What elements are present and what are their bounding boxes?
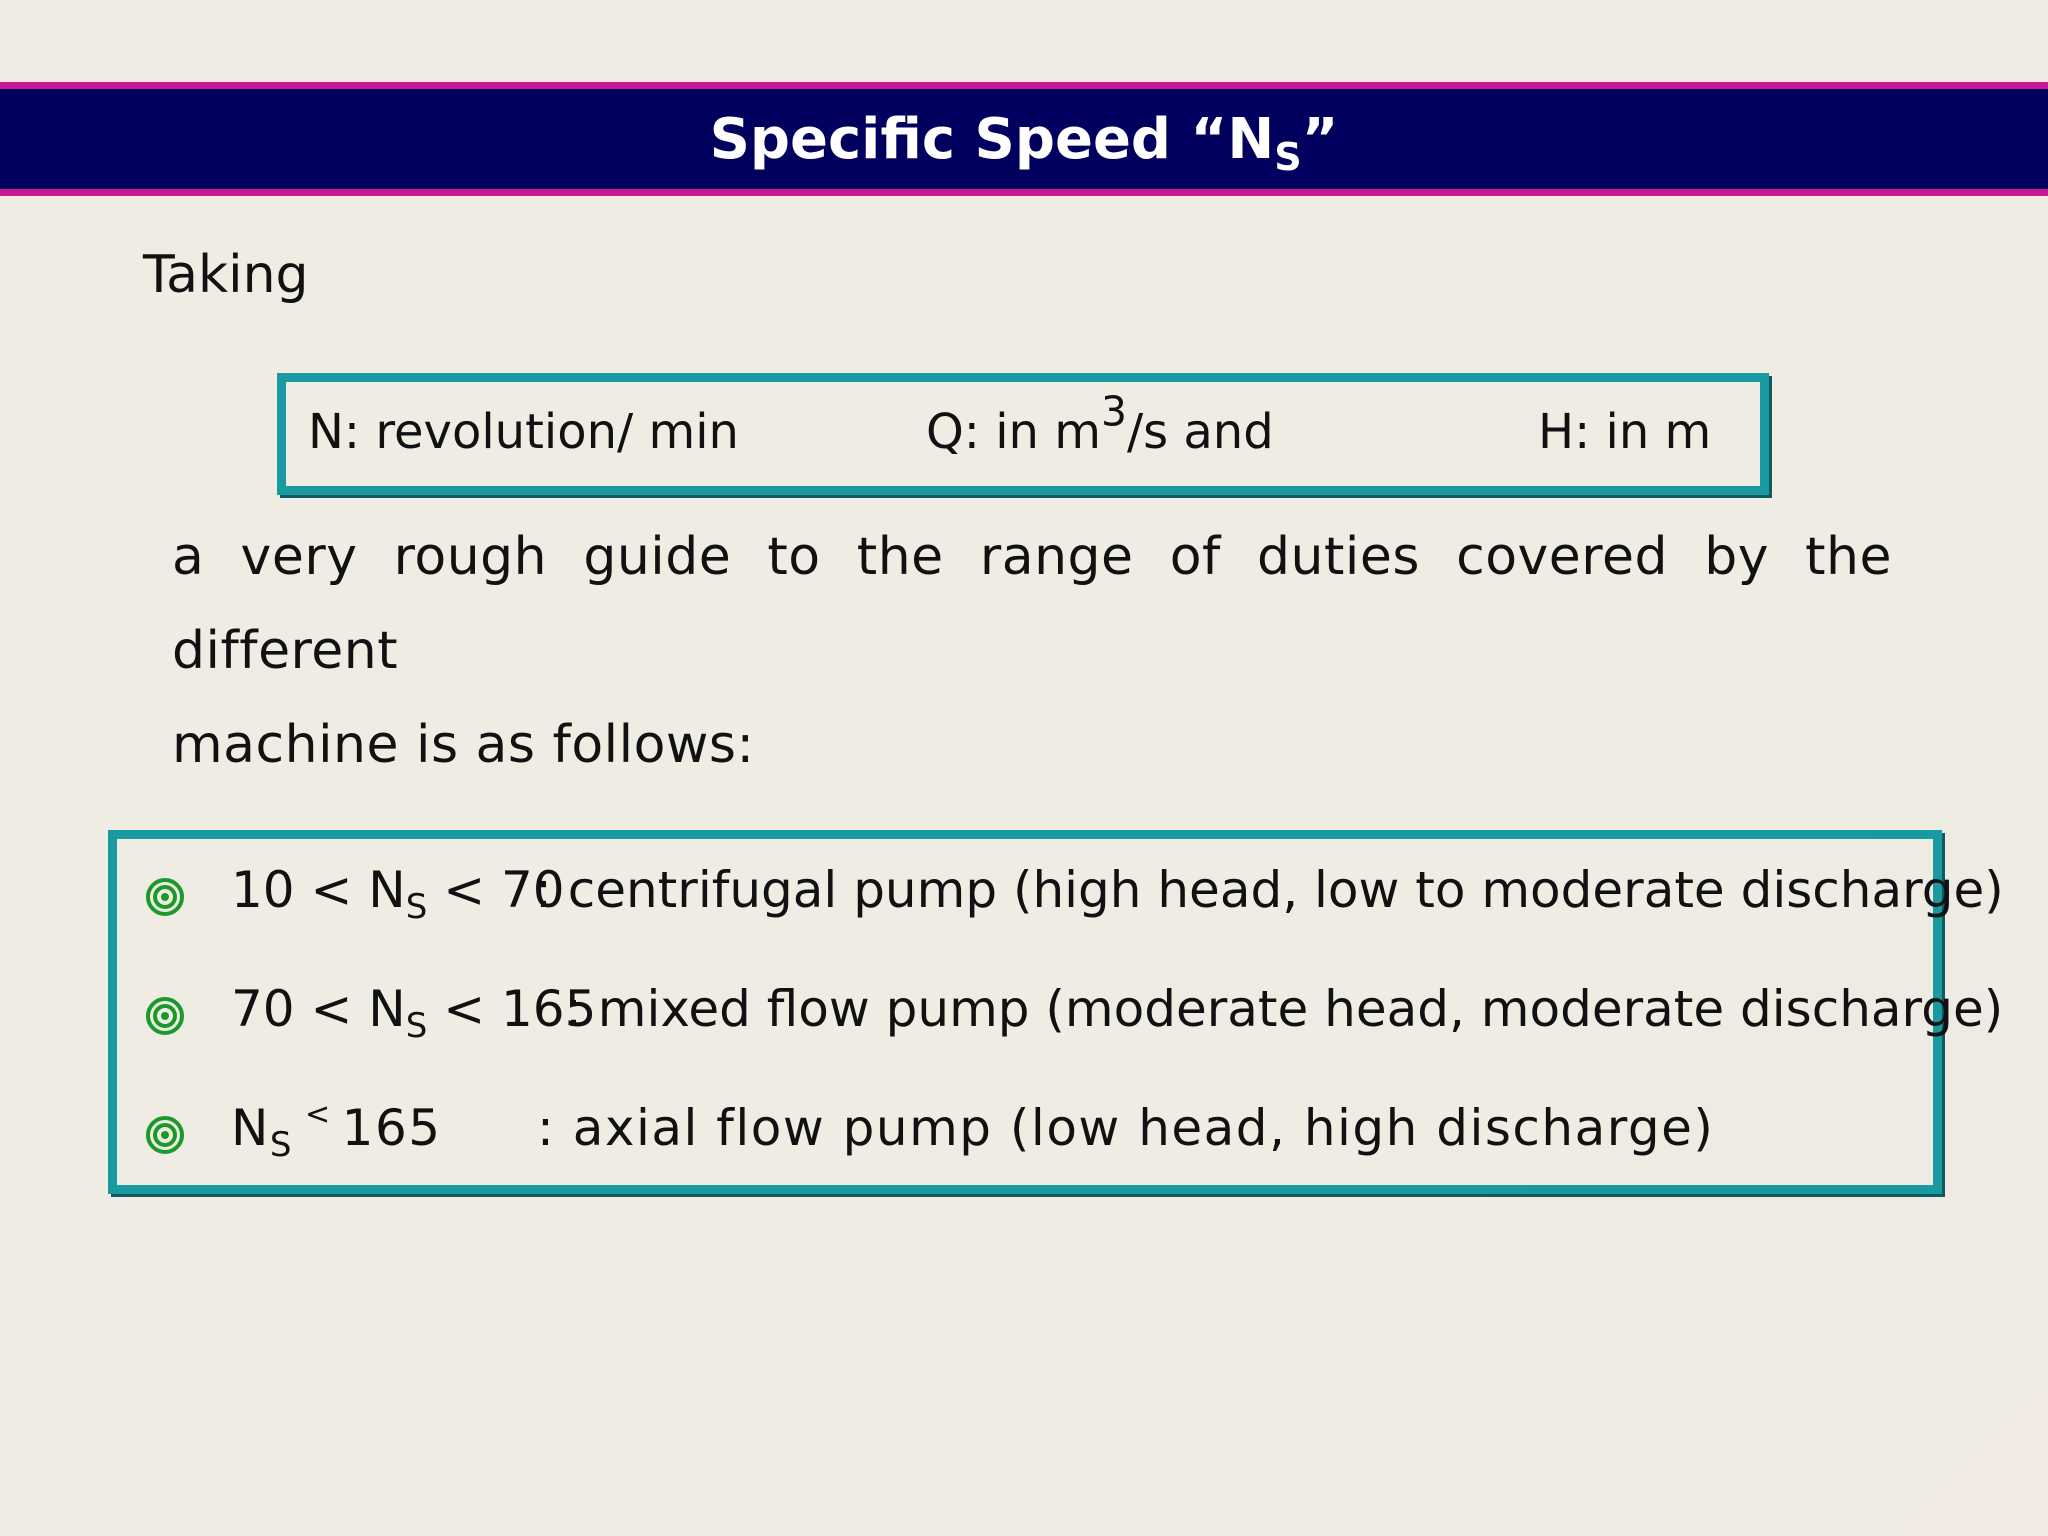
range-condition-suffix: 165 [341, 1099, 442, 1157]
unit-n: N: revolution/ min [308, 404, 739, 460]
unit-q-prefix: Q: in m [926, 404, 1101, 460]
range-condition-suffix: < 165 [427, 980, 597, 1038]
unit-q-suffix: /s and [1126, 404, 1274, 460]
range-condition-subscript: S [405, 1005, 428, 1046]
range-condition-prefix: N [231, 1099, 270, 1157]
range-description: : mixed flow pump (moderate head, moderate discharge) [565, 980, 2004, 1038]
range-condition-subscript: S [269, 1124, 293, 1165]
range-condition-prefix: 70 < N [231, 980, 406, 1038]
unit-q [926, 387, 1274, 460]
target-bullet-icon [145, 877, 185, 917]
intro-text: Taking [143, 245, 309, 305]
title-bar [0, 82, 2048, 196]
range-condition-subscript: S [405, 886, 428, 927]
range-item [117, 980, 2004, 1060]
target-bullet-icon [145, 1115, 185, 1155]
range-description: : centrifugal pump (high head, low to moderate discharge) [535, 861, 2004, 919]
range-condition-suffix: < 70 [427, 861, 565, 919]
unit-q-superscript: 3 [1100, 387, 1127, 436]
description-paragraph [172, 510, 1892, 792]
range-condition [231, 980, 597, 1046]
range-description: : axial flow pump (low head, high discharge) [537, 1099, 1715, 1157]
range-condition [231, 1097, 442, 1165]
units-box [277, 373, 1769, 495]
range-item [117, 861, 2004, 941]
range-condition [231, 861, 565, 927]
range-condition-operator: < [305, 1097, 332, 1132]
title-suffix: ” [1301, 106, 1339, 172]
range-item [117, 1099, 1933, 1179]
range-condition-prefix: 10 < N [231, 861, 406, 919]
paragraph-line-1: a very rough guide to the range of duties covered by the different [172, 527, 1892, 681]
unit-h: H: in m [1538, 404, 1712, 460]
title-subscript: S [1274, 134, 1302, 179]
paragraph-line-2: machine is as follows: [172, 715, 755, 775]
ranges-box [108, 830, 2004, 1194]
slide-title [709, 106, 1339, 179]
title-prefix: Specific Speed “N [709, 106, 1275, 172]
target-bullet-icon [145, 996, 185, 1036]
